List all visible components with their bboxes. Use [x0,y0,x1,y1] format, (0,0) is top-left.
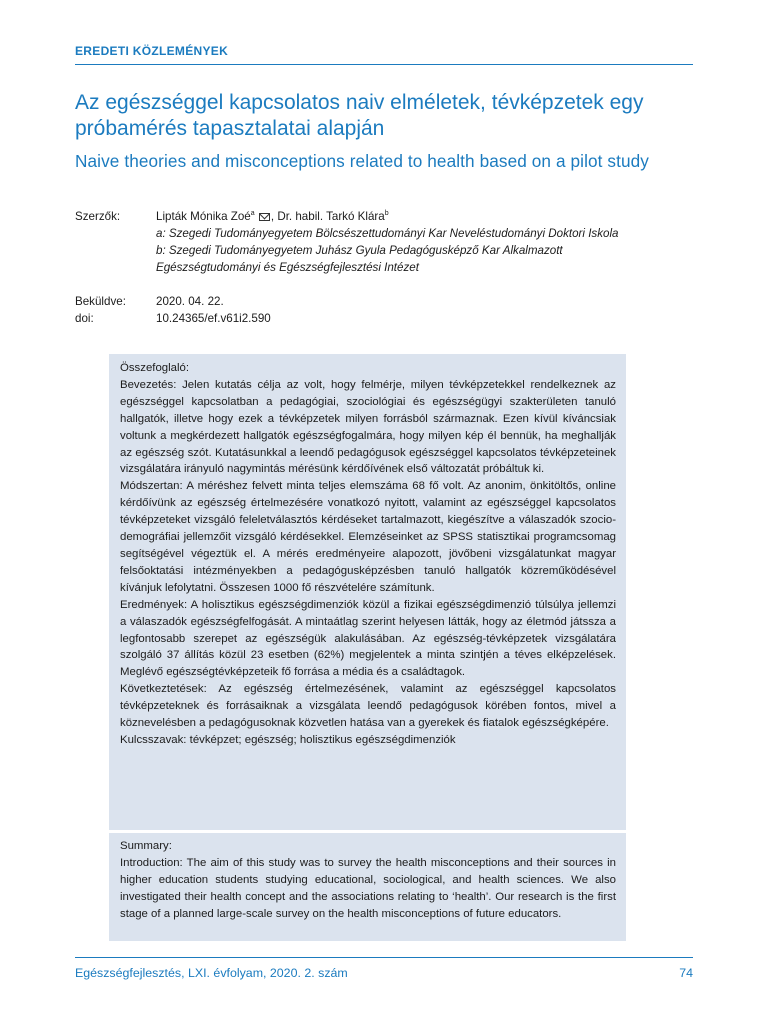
abstract-hu-conclusions [120,681,616,732]
keywords-text: tévképzet; egészség; holisztikus egészségdimenziók [186,733,456,746]
page-number: 74 [679,966,693,980]
author-2-sup: b [384,210,389,217]
intro-text: Jelen kutatás célja az volt, hogy felmérje, milyen tévképzetekkel rendelkeznek az egészséggel kapcsolatban a pedagógiai, szociológiai és egészségügyi szakterületen tanuló hallgatók, illetve hogy ezek a tévképzetek milyen forrásból származnak. Ezen kívül kíváncsiak voltunk a megkérdezett hallgatók egészségfogalmára, hogy milyen kép él bennük, ha meghallják az egészség szót. Kutatásunkkal a leendő pedagógusok egészséggel kapcsolatos tévképzeteinek vizsgálatára irányuló nagymintás mérésünk kérdőívének első változatát próbáltuk ki. [120,378,616,476]
affiliation-b-line1: b: Szegedi Tudományegyetem Juhász Gyula Pedagógusképző Kar Alkalmazott [156,244,563,257]
results-label: Eredmények: [120,598,188,611]
doi-link[interactable]: 10.24365/ef.v61i2.590 [156,312,271,325]
submitted-date: 2020. 04. 22. [156,295,224,308]
abstract-hu-method [120,478,616,596]
abstract-hu-results [120,597,616,682]
conclusions-label: Következtetések: [120,683,207,696]
doi-label: doi: [75,312,94,325]
footer-rule [75,957,693,958]
abstract-en-intro [120,855,616,923]
introduction-label: Introduction: [120,856,183,869]
header-rule [75,64,693,65]
abstract-en-heading: Summary: [120,840,172,852]
abstract-hu-intro [120,377,616,478]
section-label: EREDETI KÖZLEMÉNYEK [75,44,229,58]
submitted-label: Beküldve: [75,295,126,308]
article-subtitle: Naive theories and misconceptions related to health based on a pilot study [75,151,649,171]
affiliation-b-line2: Egészségtudományi és Egészségfejlesztési Intézet [156,261,419,274]
abstract-hu-heading: Összefoglaló: [120,362,190,374]
results-text: A holisztikus egészségdimenziók közül a fizikai egészségdimenzió túlsúlya jellemzi a válaszadók egészségfelfogását. A mintaátlag szerint helyesen látták, hogy az életmód játssza a legfontosabb szerepet az egészségük alakulásában. Az egészség-tévképzetek vizsgálatára szolgáló 37 állítás közül 23 esetben (62%) megjelentek a minta szintjén a téves elképzelések. Meglévő egészségtévképzeteik fő forrása a média és a családtagok. [120,598,616,679]
journal-citation: Egészségfejlesztés, LXI. évfolyam, 2020. 2. szám [75,966,348,980]
authors-label: Szerzők: [75,210,121,223]
abstract-hu-keywords [120,732,616,749]
method-label: Módszertan: [120,480,183,493]
abstract-hu [120,360,616,749]
conclusions-text: Az egészség értelmezésének, valamint az egészséggel kapcsolatos tévképzeteknek és forrásaiknak a vizsgálata leendő pedagógusok körében fontos, mivel a köznevelésben a pedagógusoknak közvetlen hatása van a gyerekek és fiatalok egészségképére. [120,683,616,730]
authors-line [156,208,389,225]
introduction-text: The aim of this study was to survey the health misconceptions and their sources in higher education students studying educational, sociological, and health sciences. We also investigated their health concept and the associations relating to ‘health’. Our research is the first stage of a planned large-scale survey on the health misconceptions of future educators. [120,856,616,920]
abstract-en [120,838,616,923]
author-1-sup: a [250,210,255,217]
method-text: A méréshez felvett minta teljes elemszáma 68 fő volt. Az anonim, önkitöltős, online kérdőívünk az egészség értelmezésére vonatkozó nyitott, valamint az egészséggel kapcsolatos tévképzeteket vizsgáló feleletválasztós kérdéseket tartalmazott, kiegészítve a válaszadók szocio-demográfiai jellemzőit vizsgáló kérdésekkel. Elemzéseinket az SPSS statisztikai programcsomag segítségével végeztük el. A mérés eredményeire alapozott, jövőbeni vizsgálatunkat magyar felsőoktatási intézményekben a pedagógusképzésben tanuló hallgatók közreműködésével kívánjuk lefolytatni. Összesen 1000 fő részvételére számítunk. [120,480,616,594]
keywords-label: Kulcsszavak: [120,733,187,746]
intro-label: Bevezetés: [120,378,177,391]
affiliation-a: a: Szegedi Tudományegyetem Bölcsészettudományi Kar Neveléstudományi Doktori Iskola [156,227,619,240]
author-1: Lipták Mónika Zoé [156,210,251,223]
author-2: , Dr. habil. Tarkó Klára [270,210,385,223]
mail-icon[interactable] [259,213,270,221]
article-title: Az egészséggel kapcsolatos naiv elméletek, tévképzetek egy próbamérés tapasztalatai alapján [75,91,644,140]
